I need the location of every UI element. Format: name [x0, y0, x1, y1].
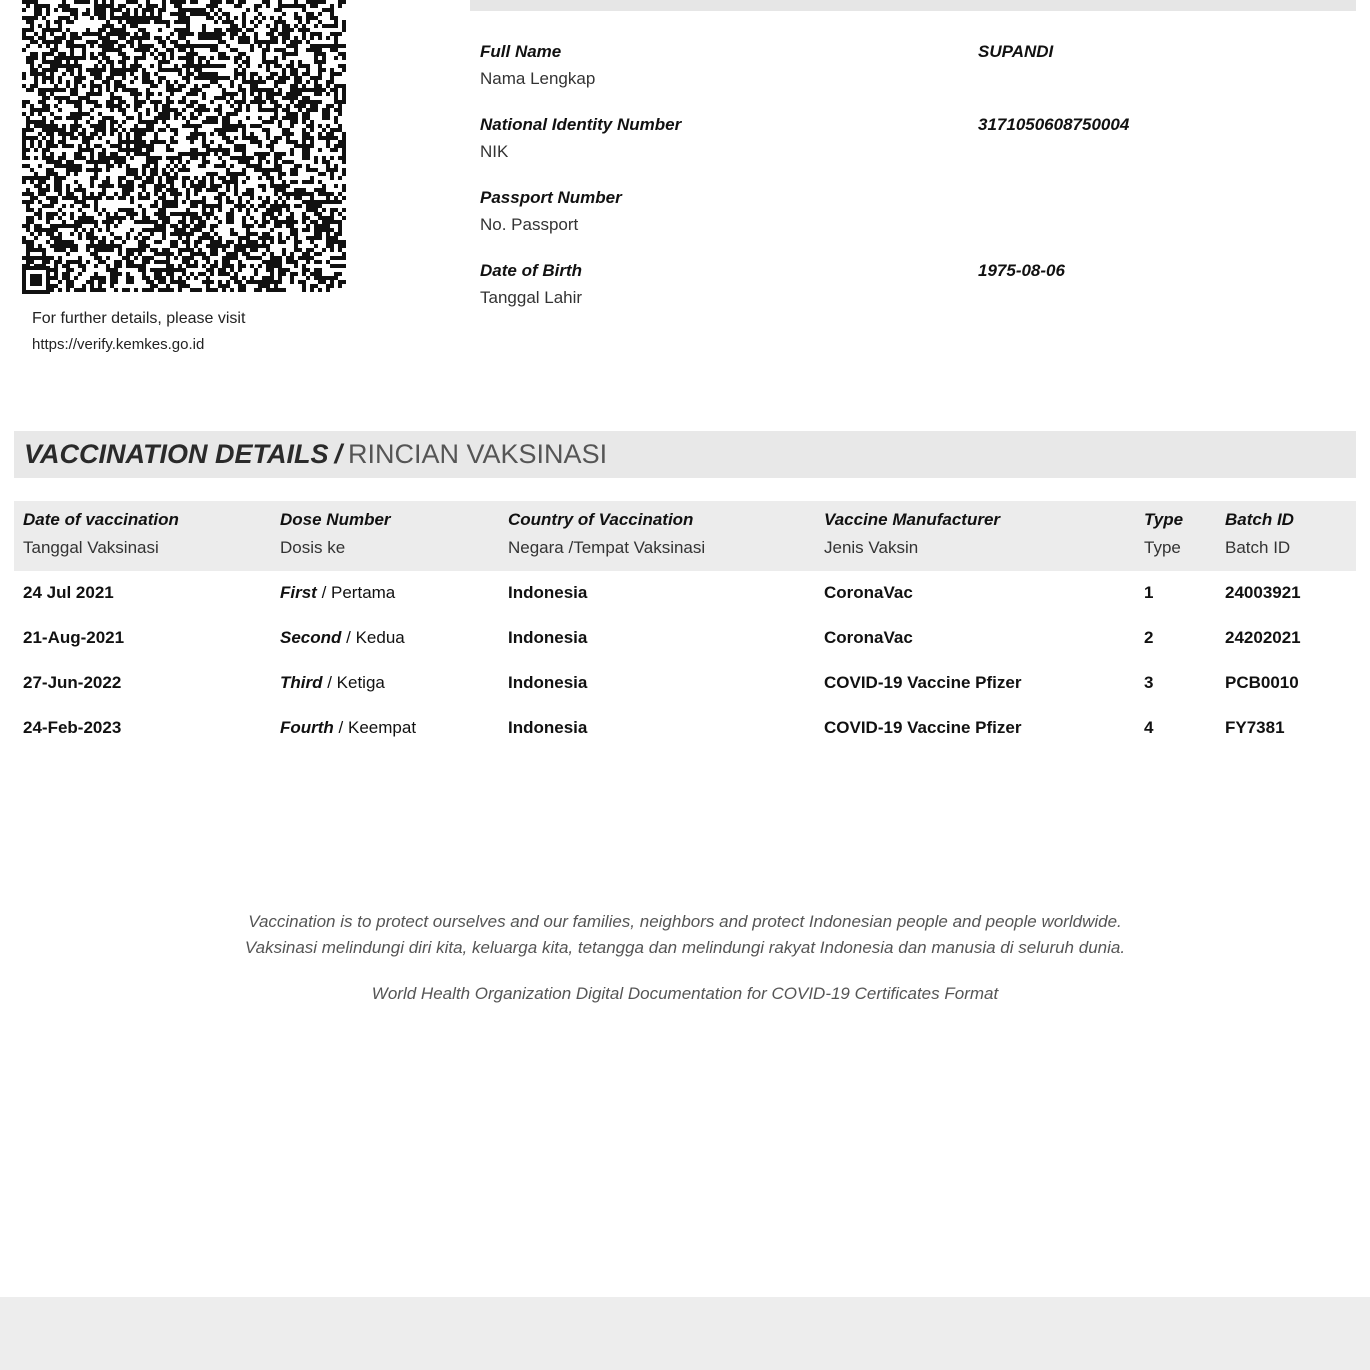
- dose-id: / Keempat: [333, 718, 417, 737]
- footer-message-en: Vaccination is to protect ourselves and our families, neighbors and protect Indonesian people and people worldwide.: [248, 912, 1122, 931]
- qr-code: [22, 0, 347, 295]
- info-row-nik: [480, 115, 1350, 188]
- verify-note-text: For further details, please visit: [32, 310, 246, 327]
- info-label-en: Passport Number: [480, 188, 622, 207]
- table-row: [14, 661, 1356, 706]
- header-label-en: Batch ID: [1225, 510, 1294, 529]
- cell-batch: FY7381: [1225, 718, 1285, 737]
- footer-bar: [0, 1297, 1370, 1370]
- header-label-en: Date of vaccination: [23, 510, 179, 529]
- info-label-id: NIK: [480, 142, 509, 161]
- cell-batch: PCB0010: [1225, 673, 1299, 692]
- header-label-en: Dose Number: [280, 510, 391, 529]
- info-row-dob: [480, 261, 1350, 334]
- header-label-id: Batch ID: [1225, 538, 1291, 557]
- cell-date: 24-Feb-2023: [23, 718, 122, 737]
- dose-en: Second: [280, 628, 342, 647]
- info-label-id: Nama Lengkap: [480, 69, 596, 88]
- cell-country: Indonesia: [508, 628, 588, 647]
- cell-dose: [280, 673, 385, 693]
- dose-id: / Pertama: [316, 583, 396, 602]
- cell-type: 3: [1144, 673, 1154, 692]
- verify-note: [32, 306, 245, 358]
- info-row-passport: [480, 188, 1350, 261]
- info-value: 1975-08-06: [978, 261, 1065, 280]
- dose-id: / Kedua: [341, 628, 405, 647]
- header-label-id: Tanggal Vaksinasi: [23, 538, 159, 557]
- cell-vaccine: CoronaVac: [824, 583, 913, 602]
- cell-type: 4: [1144, 718, 1154, 737]
- cell-dose: [280, 583, 395, 603]
- table-header: [14, 501, 1356, 571]
- cell-batch: 24003921: [1225, 583, 1301, 602]
- cell-vaccine: COVID-19 Vaccine Pfizer: [824, 718, 1022, 737]
- section-title-separator: /: [334, 439, 343, 469]
- header-label-en: Country of Vaccination: [508, 510, 694, 529]
- section-title-en: VACCINATION DETAILS: [24, 439, 329, 469]
- cell-type: 2: [1144, 628, 1154, 647]
- header-label-en: Type: [1144, 510, 1184, 529]
- cell-batch: 24202021: [1225, 628, 1301, 647]
- header-label-id: Type: [1144, 538, 1181, 557]
- cell-date: 27-Jun-2022: [23, 673, 122, 692]
- info-value: 3171050608750004: [978, 115, 1130, 134]
- info-label-en: National Identity Number: [480, 115, 682, 134]
- vaccination-table: [14, 571, 1356, 751]
- header-label-id: Negara /Tempat Vaksinasi: [508, 538, 706, 557]
- dose-en: Fourth: [280, 718, 334, 737]
- header-label-en: Vaccine Manufacturer: [824, 510, 1001, 529]
- info-label-id: No. Passport: [480, 215, 579, 234]
- footer-who-format: World Health Organization Digital Documentation for COVID-19 Certificates Format: [371, 984, 999, 1003]
- section-title-id: RINCIAN VAKSINASI: [348, 439, 608, 469]
- cell-vaccine: CoronaVac: [824, 628, 913, 647]
- cell-country: Indonesia: [508, 718, 588, 737]
- table-row: [14, 571, 1356, 616]
- cell-country: Indonesia: [508, 583, 588, 602]
- info-row-full-name: [480, 42, 1350, 115]
- cell-country: Indonesia: [508, 673, 588, 692]
- dose-id: / Ketiga: [322, 673, 385, 692]
- info-value: SUPANDI: [978, 42, 1054, 61]
- table-row: [14, 706, 1356, 751]
- info-label-en: Date of Birth: [480, 261, 582, 280]
- table-row: [14, 616, 1356, 661]
- cell-type: 1: [1144, 583, 1154, 602]
- cell-date: 21-Aug-2021: [23, 628, 125, 647]
- dose-en: First: [280, 583, 317, 602]
- info-label-en: Full Name: [480, 42, 562, 61]
- info-label-id: Tanggal Lahir: [480, 288, 583, 307]
- section-title: [14, 431, 1356, 478]
- footer-message-id: Vaksinasi melindungi diri kita, keluarga kita, tetangga dan melindungi rakyat Indonesia dan manusia di seluruh dunia.: [244, 938, 1126, 957]
- personal-info: [480, 42, 1350, 334]
- cell-date: 24 Jul 2021: [23, 583, 114, 602]
- cell-vaccine: COVID-19 Vaccine Pfizer: [824, 673, 1022, 692]
- header-label-id: Dosis ke: [280, 538, 346, 557]
- header-label-id: Jenis Vaksin: [824, 538, 919, 557]
- cell-dose: [280, 628, 405, 648]
- dose-en: Third: [280, 673, 323, 692]
- header-bar: [470, 0, 1356, 11]
- cell-dose: [280, 718, 416, 738]
- verify-link[interactable]: https://verify.kemkes.go.id: [32, 336, 205, 353]
